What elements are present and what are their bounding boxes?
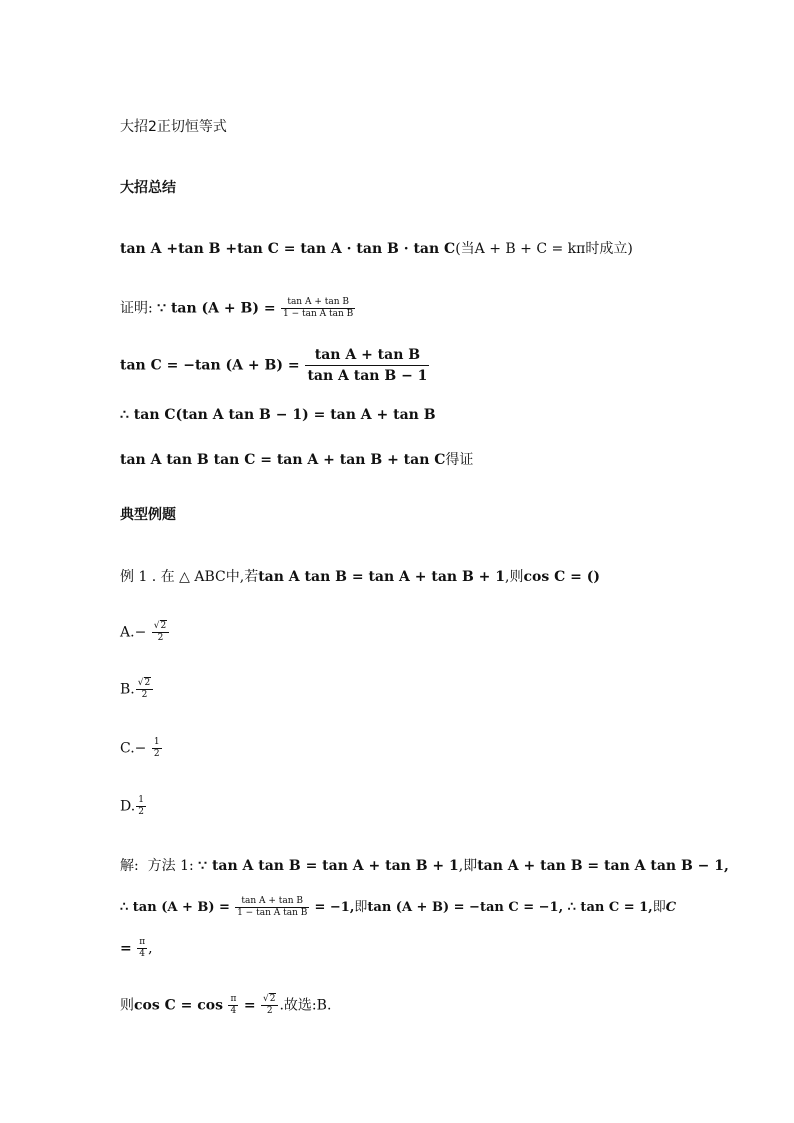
option-c[interactable]: C.− $\frac{1}{2}$ xyxy=(120,737,160,759)
solution-label: 解: xyxy=(120,858,139,874)
proof-line-1: 证明: ∵ tan (A + B) = $\frac{\text{tan A + tan B}}{\text{1 − tan A tan B}}$ xyxy=(120,297,354,319)
example-question: 例 1 . 在 △ ABC中,若tan A tan B = tan A + tan B + 1,则cos C = () xyxy=(120,569,600,585)
page-title: 大招2正切恒等式 xyxy=(120,119,227,135)
identity-tanB: tan B xyxy=(178,241,221,257)
solution-line-3: = $\frac{\pi}{4}$ , xyxy=(120,937,153,959)
proof-line-3: ∴ tan C(tan A tan B − 1) = tan A + tan B xyxy=(120,407,436,423)
solution-line-4: 则cos C = cos $\frac{\pi}{4}$ = $\frac{√2}{2}$ .故选:B. xyxy=(120,994,332,1016)
fraction: $\frac{\text{tan A + tan B}}{\text{1 − tan A tan B}}$ xyxy=(283,297,354,319)
identity-tanC: tan C xyxy=(237,241,279,257)
identity-condition: (当A + B + C = kπ时成立) xyxy=(455,241,633,257)
fraction: $\frac{\pi}{4}$ xyxy=(139,937,146,959)
identity-formula: tan A +tan B +tan C = tan A · tan B · tan C(当A + B + C = kπ时成立) xyxy=(120,241,633,257)
option-b[interactable]: B. $\frac{√2}{2}$ xyxy=(120,679,154,700)
fraction: $\frac{1}{2}$ xyxy=(138,795,144,817)
section-heading-summary: 大招总结 xyxy=(120,180,176,196)
section-heading-examples: 典型例题 xyxy=(120,507,176,523)
proof-line-4: tan A tan B tan C = tan A + tan B + tan C得证 xyxy=(120,452,474,468)
option-a[interactable]: A.− $\frac{√2}{2}$ xyxy=(120,622,170,643)
sqrt-symbol: √2 xyxy=(153,621,167,631)
proof-label: 证明: xyxy=(120,300,153,317)
sqrt-symbol: √2 xyxy=(137,678,151,688)
fraction: $\frac{\text{tan A + tan B}}{\text{tan A tan B − 1}}$ xyxy=(307,347,428,384)
sqrt-symbol: √2 xyxy=(263,994,276,1004)
fraction: $\frac{\text{tan A + tan B}}{\text{1 − tan A tan B}}$ xyxy=(237,896,308,918)
option-d[interactable]: D. $\frac{1}{2}$ xyxy=(120,795,144,817)
fraction: $\frac{√2}{2}$ xyxy=(152,622,169,643)
fraction: $\frac{√2}{2}$ xyxy=(136,679,153,700)
proof-line-2: tan C = −tan (A + B) = $\frac{\text{tan A + tan B}}{\text{tan A tan B − 1}}$ xyxy=(120,347,428,384)
fraction: $\frac{\pi}{4}$ xyxy=(230,994,237,1016)
fraction: $\frac{1}{2}$ xyxy=(153,737,160,759)
solution-line-1: 解: 方法 1: ∵ tan A tan B = tan A + tan B + 1,即tan A + tan B = tan A tan B − 1, xyxy=(120,858,729,874)
solution-line-2: ∴ tan (A + B) = $\frac{\text{tan A + tan B}}{\text{1 − tan A tan B}}$ = −1,即tan (A + B) = −tan C = −1, ∴ tan C = 1,即C xyxy=(120,896,677,918)
fraction: $\frac{√2}{2}$ xyxy=(261,995,278,1016)
identity-tanA: tan A xyxy=(120,241,162,257)
